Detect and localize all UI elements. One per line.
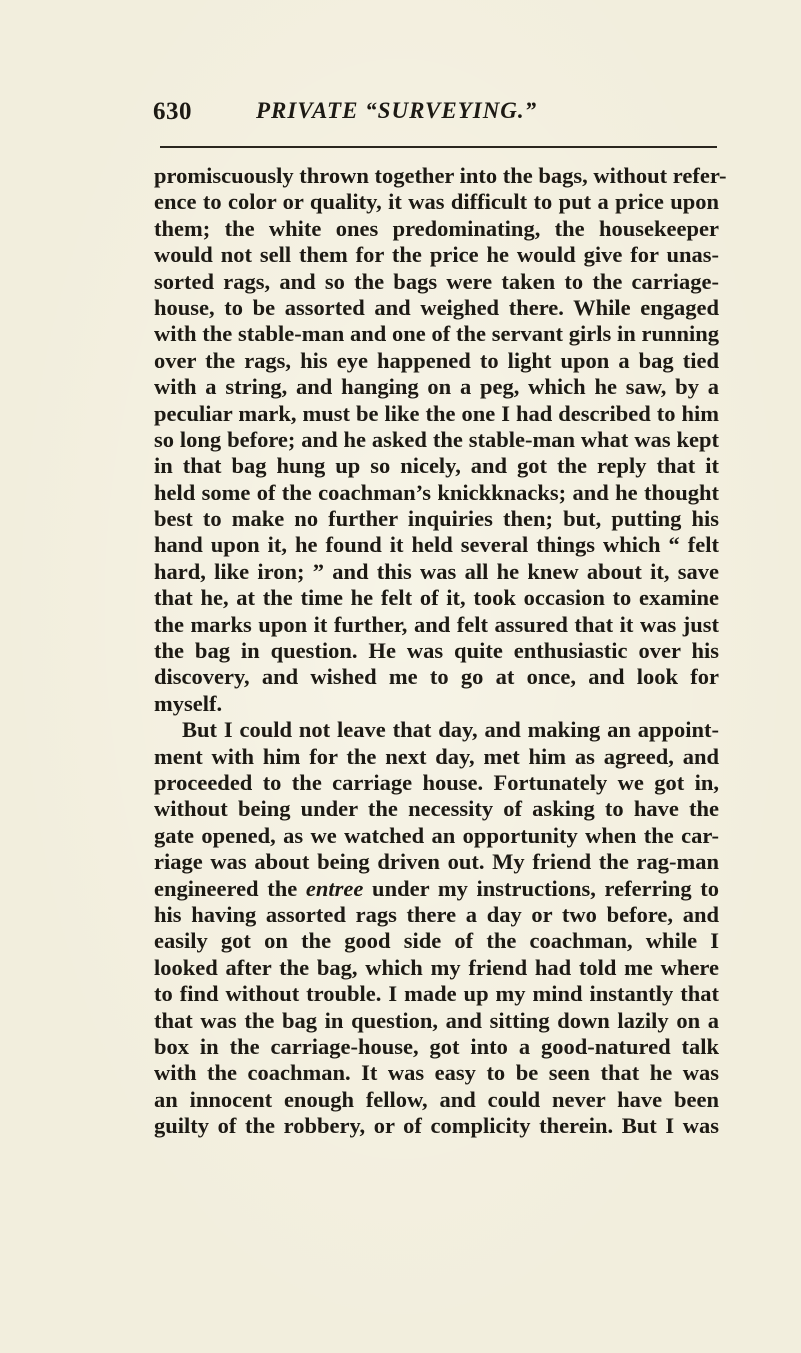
text-line: guilty of the robbery, or of complicity therein. But I was [154,1113,719,1139]
text-line: with the stable-man and one of the servant girls in running [154,321,719,347]
header-rule [160,146,717,148]
text-line: over the rags, his eye happened to light upon a bag tied [154,347,719,373]
text-line: peculiar mark, must be like the one I had described to him [154,400,719,426]
text-line: ence to color or quality, it was difficult to put a price upon [154,189,719,215]
text-line: ment with him for the next day, met him as agreed, and [154,743,719,769]
text-line-entree [154,876,719,902]
text-line: box in the carriage-house, got into a good-natured talk [154,1033,719,1059]
body-text [154,163,727,1139]
text-line: best to make no further inquiries then; but, putting his [154,506,719,532]
text-line: the marks upon it further, and felt assured that it was just [154,611,719,637]
text-line: that was the bag in question, and sitting down lazily on a [154,1007,719,1033]
text-line: riage was about being driven out. My friend the rag-man [154,849,719,875]
text-line: promiscuously thrown together into the bags, without refer- [154,163,727,188]
text-line: looked after the bag, which my friend had told me where [154,954,719,980]
text-line: with the coachman. It was easy to be seen that he was [154,1060,719,1086]
text-line: hard, like iron; ” and this was all he knew about it, save [154,558,719,584]
text-line: them; the white ones predominating, the housekeeper [154,215,719,241]
text-line: with a string, and hanging on a peg, which he saw, by a [154,374,719,400]
page-header [153,98,713,138]
text-line: myself. [154,690,223,716]
text-line: his having assorted rags there a day or two before, and [154,901,719,927]
text-line: house, to be assorted and weighed there. While engaged [154,294,719,320]
text-line: would not sell them for the price he would give for unas- [154,242,719,268]
text-line: But I could not leave that day, and making an appoint- [182,717,719,743]
text-line: in that bag hung up so nicely, and got the reply that it [154,453,719,479]
text-line: without being under the necessity of asking to have the [154,796,719,822]
text-line: an innocent enough fellow, and could never have been [154,1086,719,1112]
text-line: gate opened, as we watched an opportunity when the car- [154,822,719,848]
text-line: easily got on the good side of the coachman, while I [154,928,719,954]
line-start: engineered the [154,875,306,901]
text-line: so long before; and he asked the stable-man what was kept [154,426,719,452]
text-line: hand upon it, he found it held several things which “ felt [154,532,719,558]
text-line: to find without trouble. I made up my mind instantly that [154,981,719,1007]
running-title: PRIVATE “SURVEYING.” [256,98,538,123]
text-line: that he, at the time he felt of it, took occasion to examine [154,585,719,611]
page-number: 630 [153,98,192,125]
entree-italic: entree [305,875,364,901]
text-line: held some of the coachman’s knickknacks; and he thought [154,479,719,505]
text-line: discovery, and wished me to go at once, and look for [154,664,719,690]
line-end: under my instructions, referring to [363,875,720,901]
text-line: the bag in question. He was quite enthusiastic over his [154,638,719,664]
text-line: sorted rags, and so the bags were taken to the carriage- [154,268,719,294]
text-line: proceeded to the carriage house. Fortunately we got in, [154,769,719,795]
